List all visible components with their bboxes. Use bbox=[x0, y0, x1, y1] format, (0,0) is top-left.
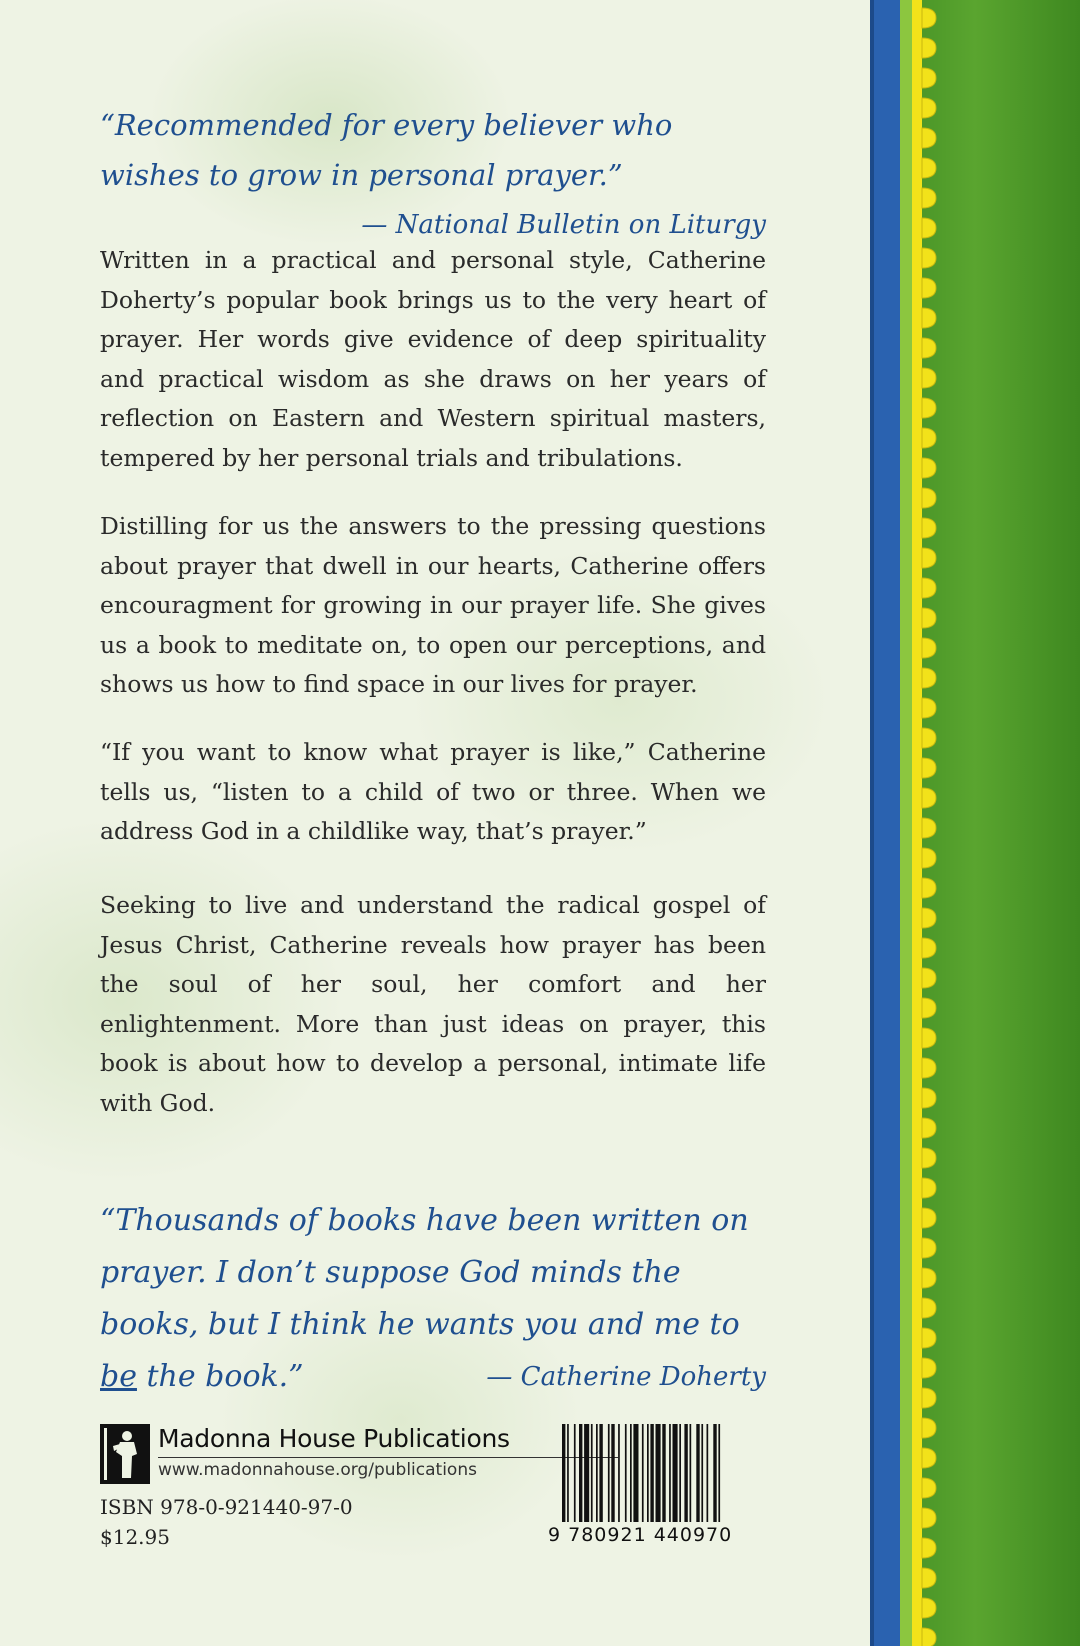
barcode-bar bbox=[707, 1424, 709, 1522]
spine-scallop bbox=[922, 1388, 936, 1408]
spine-scallop bbox=[922, 398, 936, 418]
description-paragraph: “If you want to know what prayer is like,” Catherine tells us, “listen to a child of two or three. When we address God in a childlike way, that’s prayer.” bbox=[100, 738, 766, 845]
publisher-url: www.madonnahouse.org/publications bbox=[158, 1460, 477, 1480]
spine-scallop bbox=[922, 308, 936, 328]
barcode-bar bbox=[611, 1424, 614, 1522]
spine-scallop bbox=[922, 548, 936, 568]
barcode-bar bbox=[579, 1424, 582, 1522]
spine-scallop bbox=[922, 878, 936, 898]
description-paragraph: Seeking to live and understand the radical gospel of Jesus Christ, Catherine reveals how prayer has been the soul of her soul, her comfort and her enlightenment. More than just ideas on prayer, this book is about how to develop a personal, intimate life with God. bbox=[100, 891, 766, 1117]
spine-scallop bbox=[922, 128, 936, 148]
spine-scallop bbox=[922, 1598, 936, 1618]
spine-scallop bbox=[922, 338, 936, 358]
spine-scallop bbox=[922, 1328, 936, 1348]
spine-scallop bbox=[922, 488, 936, 508]
spine-scallop bbox=[922, 1238, 936, 1258]
author-quote bbox=[100, 1195, 766, 1403]
spine-scallop bbox=[922, 188, 936, 208]
spine-scallop bbox=[922, 1148, 936, 1168]
barcode-bar bbox=[662, 1424, 665, 1522]
barcode-bar bbox=[679, 1424, 681, 1522]
barcode-bar bbox=[618, 1424, 620, 1522]
endorsement-attribution: — National Bulletin on Liturgy bbox=[361, 210, 766, 240]
spine-scallop bbox=[922, 578, 936, 598]
barcode-bar bbox=[650, 1424, 653, 1522]
barcode-bar bbox=[574, 1424, 576, 1522]
spine-scallop bbox=[922, 68, 936, 88]
spine-scallop bbox=[922, 368, 936, 388]
endorsement-quote bbox=[100, 100, 766, 250]
description-paragraph: Distilling for us the answers to the pressing questions about prayer that dwell in our hearts, Catherine offers encouragment for growing in our prayer life. She gives us a book to meditate on, to open our perceptions, and shows us how to find space in our lives for prayer. bbox=[100, 512, 766, 698]
barcode-bar bbox=[647, 1424, 649, 1522]
spine-decoration bbox=[870, 0, 1080, 1646]
spine-scallop bbox=[922, 938, 936, 958]
publisher-divider bbox=[158, 1457, 618, 1458]
spine-scallop bbox=[922, 998, 936, 1018]
barcode-bar bbox=[713, 1424, 716, 1522]
spine-scallop bbox=[922, 458, 936, 478]
barcode-bar bbox=[673, 1424, 678, 1522]
spine-scallop bbox=[922, 98, 936, 118]
spine-scallop bbox=[922, 638, 936, 658]
barcode-bar bbox=[701, 1424, 703, 1522]
spine-scallop bbox=[922, 1088, 936, 1108]
spine-scallop bbox=[922, 38, 936, 58]
barcode-bar bbox=[591, 1424, 593, 1522]
spine-scallop bbox=[922, 968, 936, 988]
spine-scallop bbox=[922, 1298, 936, 1318]
barcode-bar bbox=[608, 1424, 610, 1522]
author-quote-text-start: “Thousands of books have been written on prayer. I don’t suppose God minds the books, but I think he wants you and me to bbox=[100, 1203, 749, 1342]
barcode-bar bbox=[656, 1424, 661, 1522]
spine-scallop bbox=[922, 1478, 936, 1498]
spine-scallop bbox=[922, 698, 936, 718]
spine-scallop bbox=[922, 218, 936, 238]
spine-scallop bbox=[922, 1358, 936, 1378]
price: $12.95 bbox=[100, 1525, 170, 1549]
spine-scallop bbox=[922, 788, 936, 808]
barcode-bar bbox=[696, 1424, 699, 1522]
spine-scallop bbox=[922, 1538, 936, 1558]
spine-scallop bbox=[922, 158, 936, 178]
barcode-bar bbox=[718, 1424, 720, 1522]
barcode-bar bbox=[633, 1424, 638, 1522]
spine-scallop bbox=[922, 758, 936, 778]
spine-scallop bbox=[922, 518, 936, 538]
barcode-bar bbox=[567, 1424, 569, 1522]
barcode-digits: 9 780921 440970 bbox=[548, 1524, 733, 1546]
spine-scallop bbox=[922, 1178, 936, 1198]
spine-scallop bbox=[922, 818, 936, 838]
barcode-bar bbox=[630, 1424, 632, 1522]
spine-scallop bbox=[922, 1568, 936, 1588]
barcode-bar bbox=[690, 1424, 692, 1522]
author-quote-emphasis: be bbox=[100, 1359, 137, 1394]
publisher-name: Madonna House Publications bbox=[158, 1424, 510, 1453]
barcode-bar bbox=[599, 1424, 602, 1522]
spine-scallop bbox=[922, 1028, 936, 1048]
spine-scallop bbox=[922, 908, 936, 928]
barcode-bar bbox=[596, 1424, 598, 1522]
spine-scallop bbox=[922, 278, 936, 298]
isbn: ISBN 978-0-921440-97-0 bbox=[100, 1495, 353, 1519]
endorsement-text: “Recommended for every believer who wishes to grow in personal prayer.” bbox=[100, 108, 673, 192]
barcode-bar bbox=[669, 1424, 671, 1522]
barcode-bar bbox=[584, 1424, 589, 1522]
madonna-figure-icon bbox=[100, 1424, 150, 1484]
spine-scallop bbox=[922, 8, 936, 28]
spine-scallop bbox=[922, 1508, 936, 1528]
author-quote-text-end: the book.” bbox=[136, 1359, 304, 1394]
publisher-block bbox=[100, 1424, 520, 1484]
spine-scallop bbox=[922, 428, 936, 448]
spine-scallop bbox=[922, 608, 936, 628]
spine-scallop bbox=[922, 728, 936, 748]
spine-scallop bbox=[922, 848, 936, 868]
spine-scallop bbox=[922, 1448, 936, 1468]
spine-scallop bbox=[922, 1208, 936, 1228]
spine-scallop bbox=[922, 1268, 936, 1288]
barcode-bar bbox=[684, 1424, 687, 1522]
spine-scallop bbox=[922, 1418, 936, 1438]
barcode-bar bbox=[562, 1424, 565, 1522]
spine-scallop bbox=[922, 1118, 936, 1138]
description-paragraph: Written in a practical and personal style, Catherine Doherty’s popular book brings us to the very heart of prayer. Her words give evidence of deep spirituality and practical wisdom as she draws on her years of reflection on Eastern and Western spiritual masters, tempered by her personal trials and tribulations. bbox=[100, 246, 766, 472]
spine-scallop bbox=[922, 668, 936, 688]
barcode-bar bbox=[642, 1424, 644, 1522]
author-quote-attribution: — Catherine Doherty bbox=[486, 1362, 766, 1392]
spine-scallop bbox=[922, 1058, 936, 1078]
barcode-bar bbox=[625, 1424, 627, 1522]
spine-scallop bbox=[922, 248, 936, 268]
